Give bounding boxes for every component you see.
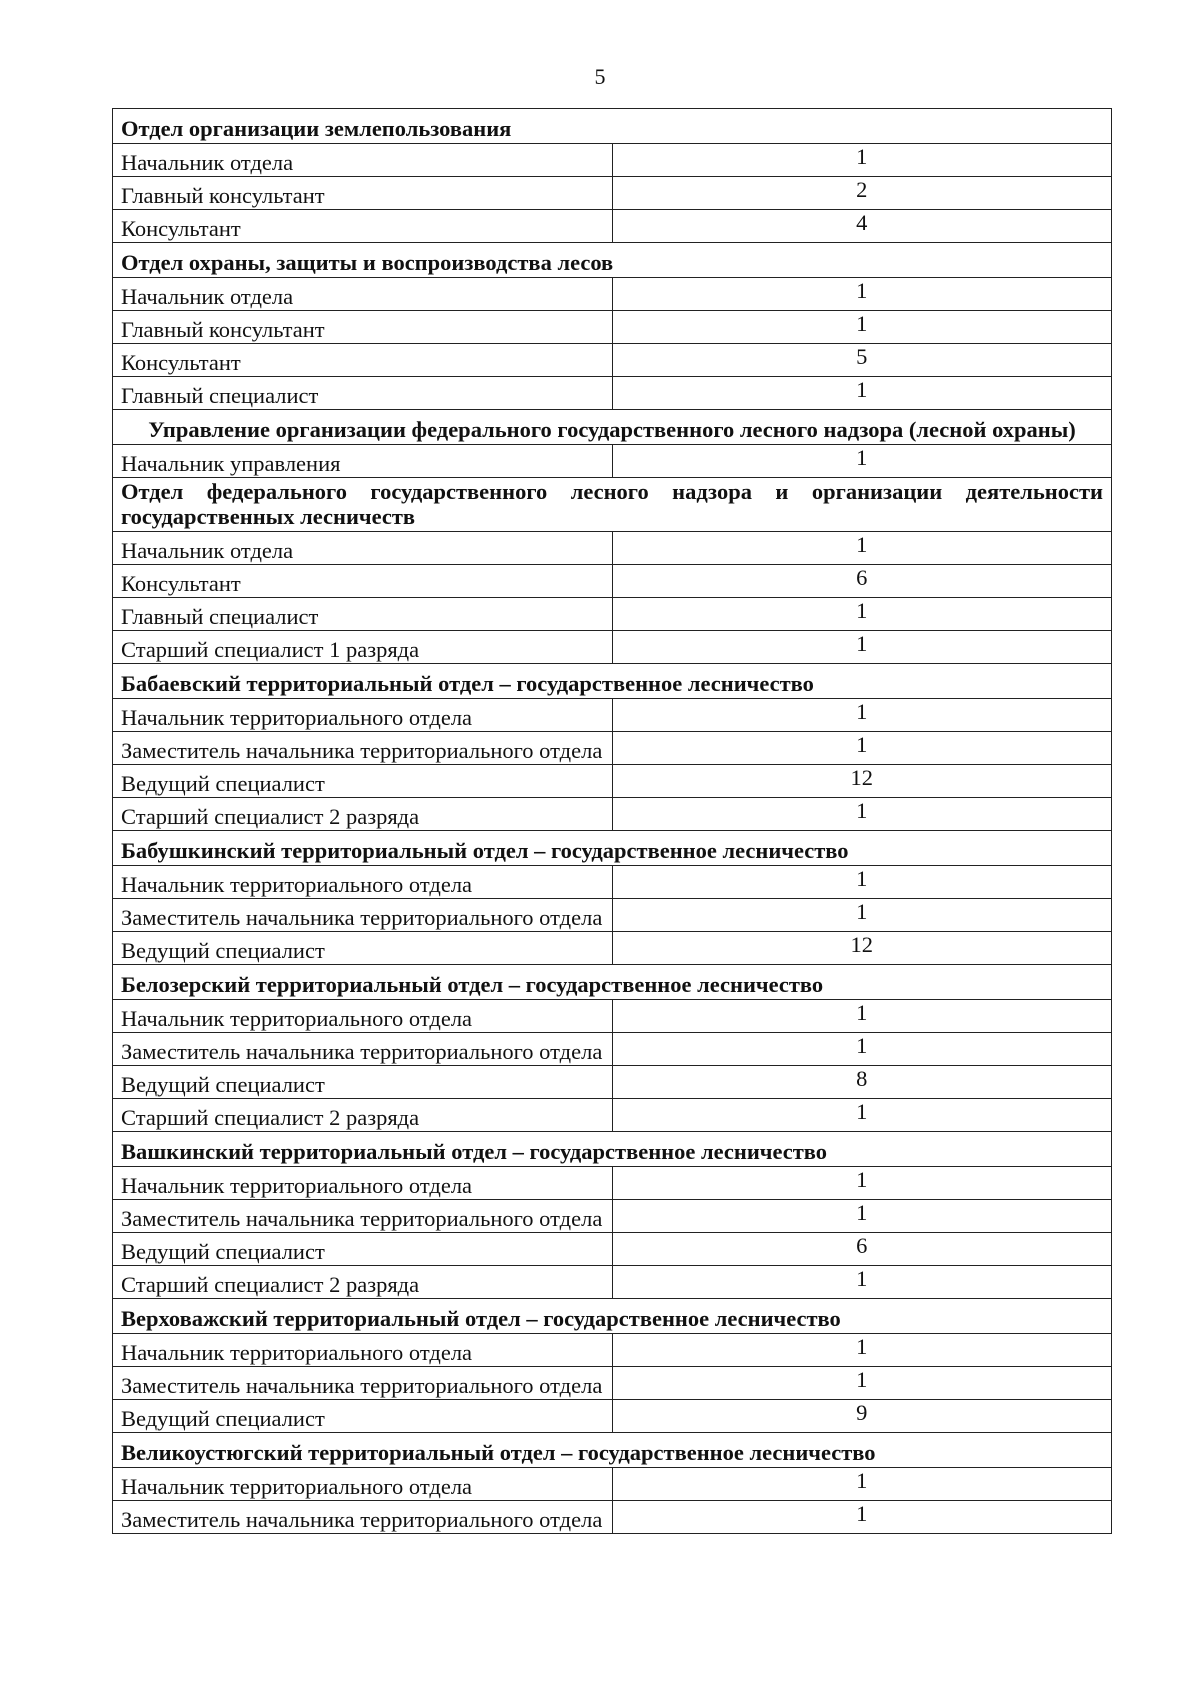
table-row — [113, 531, 1112, 564]
position-cell: Ведущий специалист — [113, 1399, 613, 1432]
table-row — [113, 865, 1112, 898]
position-cell: Главный специалист — [113, 377, 613, 410]
table-row — [113, 1232, 1112, 1265]
section-header-row — [113, 1131, 1112, 1166]
position-cell: Заместитель начальника территориального отдела — [113, 731, 613, 764]
table-row — [113, 445, 1112, 478]
count-cell: 1 — [612, 377, 1112, 410]
position-cell: Начальник территориального отдела — [113, 1467, 613, 1500]
table-row — [113, 764, 1112, 797]
table-row — [113, 797, 1112, 830]
position-cell: Главный специалист — [113, 597, 613, 630]
table-row — [113, 1199, 1112, 1232]
table-row — [113, 999, 1112, 1032]
section-header-row — [113, 109, 1112, 144]
section-header-row — [113, 410, 1112, 445]
position-cell: Старший специалист 2 разряда — [113, 1265, 613, 1298]
position-cell: Начальник территориального отдела — [113, 865, 613, 898]
section-title: Отдел организации землепользования — [113, 109, 1112, 144]
staffing-table — [112, 108, 1112, 1534]
count-cell: 1 — [612, 1366, 1112, 1399]
count-cell: 1 — [612, 278, 1112, 311]
count-cell: 1 — [612, 531, 1112, 564]
position-cell: Начальник территориального отдела — [113, 999, 613, 1032]
table-row — [113, 1098, 1112, 1131]
count-cell: 1 — [612, 1199, 1112, 1232]
table-row — [113, 144, 1112, 177]
table-row — [113, 1500, 1112, 1533]
position-cell: Начальник отдела — [113, 531, 613, 564]
count-cell: 1 — [612, 865, 1112, 898]
section-header-row — [113, 830, 1112, 865]
count-cell: 1 — [612, 445, 1112, 478]
count-cell: 6 — [612, 1232, 1112, 1265]
position-cell: Ведущий специалист — [113, 1065, 613, 1098]
count-cell: 12 — [612, 931, 1112, 964]
table-row — [113, 278, 1112, 311]
count-cell: 1 — [612, 1265, 1112, 1298]
table-row — [113, 1333, 1112, 1366]
count-cell: 1 — [612, 144, 1112, 177]
section-header-row — [113, 964, 1112, 999]
section-title: Белозерский территориальный отдел – государственное лесничество — [113, 964, 1112, 999]
count-cell: 8 — [612, 1065, 1112, 1098]
count-cell: 1 — [612, 597, 1112, 630]
count-cell: 1 — [612, 797, 1112, 830]
count-cell: 2 — [612, 177, 1112, 210]
count-cell: 1 — [612, 731, 1112, 764]
position-cell: Главный консультант — [113, 311, 613, 344]
table-row — [113, 564, 1112, 597]
count-cell: 1 — [612, 1467, 1112, 1500]
section-header-row — [113, 1432, 1112, 1467]
section-header-row — [113, 478, 1112, 532]
position-cell: Заместитель начальника территориального отдела — [113, 1199, 613, 1232]
table-row — [113, 1265, 1112, 1298]
table-row — [113, 1399, 1112, 1432]
table-row — [113, 1166, 1112, 1199]
position-cell: Ведущий специалист — [113, 931, 613, 964]
section-header-row — [113, 663, 1112, 698]
count-cell: 1 — [612, 1500, 1112, 1533]
count-cell: 9 — [612, 1399, 1112, 1432]
table-row — [113, 344, 1112, 377]
count-cell: 1 — [612, 630, 1112, 663]
count-cell: 6 — [612, 564, 1112, 597]
count-cell: 1 — [612, 311, 1112, 344]
count-cell: 12 — [612, 764, 1112, 797]
position-cell: Заместитель начальника территориального отдела — [113, 1500, 613, 1533]
position-cell: Старший специалист 2 разряда — [113, 797, 613, 830]
position-cell: Начальник территориального отдела — [113, 698, 613, 731]
count-cell: 1 — [612, 898, 1112, 931]
count-cell: 1 — [612, 698, 1112, 731]
position-cell: Старший специалист 1 разряда — [113, 630, 613, 663]
section-title: Вашкинский территориальный отдел – государственное лесничество — [113, 1131, 1112, 1166]
count-cell: 1 — [612, 1333, 1112, 1366]
section-title: Бабушкинский территориальный отдел – государственное лесничество — [113, 830, 1112, 865]
position-cell: Заместитель начальника территориального отдела — [113, 898, 613, 931]
table-row — [113, 1032, 1112, 1065]
count-cell: 5 — [612, 344, 1112, 377]
table-row — [113, 1366, 1112, 1399]
position-cell: Заместитель начальника территориального отдела — [113, 1366, 613, 1399]
table-row — [113, 731, 1112, 764]
position-cell: Заместитель начальника территориального отдела — [113, 1032, 613, 1065]
table-row — [113, 898, 1112, 931]
position-cell: Начальник отдела — [113, 144, 613, 177]
section-header-row — [113, 243, 1112, 278]
position-cell: Начальник территориального отдела — [113, 1166, 613, 1199]
table-row — [113, 597, 1112, 630]
position-cell: Консультант — [113, 564, 613, 597]
count-cell: 1 — [612, 1098, 1112, 1131]
staffing-table-body — [113, 109, 1112, 1534]
section-title: Великоустюгский территориальный отдел – государственное лесничество — [113, 1432, 1112, 1467]
section-title: Верховажский территориальный отдел – государственное лесничество — [113, 1298, 1112, 1333]
count-cell: 1 — [612, 999, 1112, 1032]
section-title: Отдел охраны, защиты и воспроизводства лесов — [113, 243, 1112, 278]
position-cell: Начальник территориального отдела — [113, 1333, 613, 1366]
section-title: Бабаевский территориальный отдел – государственное лесничество — [113, 663, 1112, 698]
position-cell: Начальник отдела — [113, 278, 613, 311]
table-row — [113, 311, 1112, 344]
table-row — [113, 630, 1112, 663]
position-cell: Консультант — [113, 210, 613, 243]
count-cell: 1 — [612, 1032, 1112, 1065]
section-title: Управление организации федерального государственного лесного надзора (лесной охраны) — [113, 410, 1112, 445]
position-cell: Ведущий специалист — [113, 764, 613, 797]
table-row — [113, 177, 1112, 210]
count-cell: 4 — [612, 210, 1112, 243]
table-row — [113, 377, 1112, 410]
page-number: 5 — [594, 64, 606, 89]
section-title: Отдел федерального государственного лесного надзора и организации деятельности государственных лесничеств — [113, 478, 1112, 532]
table-row — [113, 210, 1112, 243]
position-cell: Старший специалист 2 разряда — [113, 1098, 613, 1131]
count-cell: 1 — [612, 1166, 1112, 1199]
table-row — [113, 931, 1112, 964]
position-cell: Начальник управления — [113, 445, 613, 478]
table-row — [113, 1065, 1112, 1098]
section-header-row — [113, 1298, 1112, 1333]
table-row — [113, 1467, 1112, 1500]
position-cell: Главный консультант — [113, 177, 613, 210]
table-row — [113, 698, 1112, 731]
position-cell: Ведущий специалист — [113, 1232, 613, 1265]
position-cell: Консультант — [113, 344, 613, 377]
